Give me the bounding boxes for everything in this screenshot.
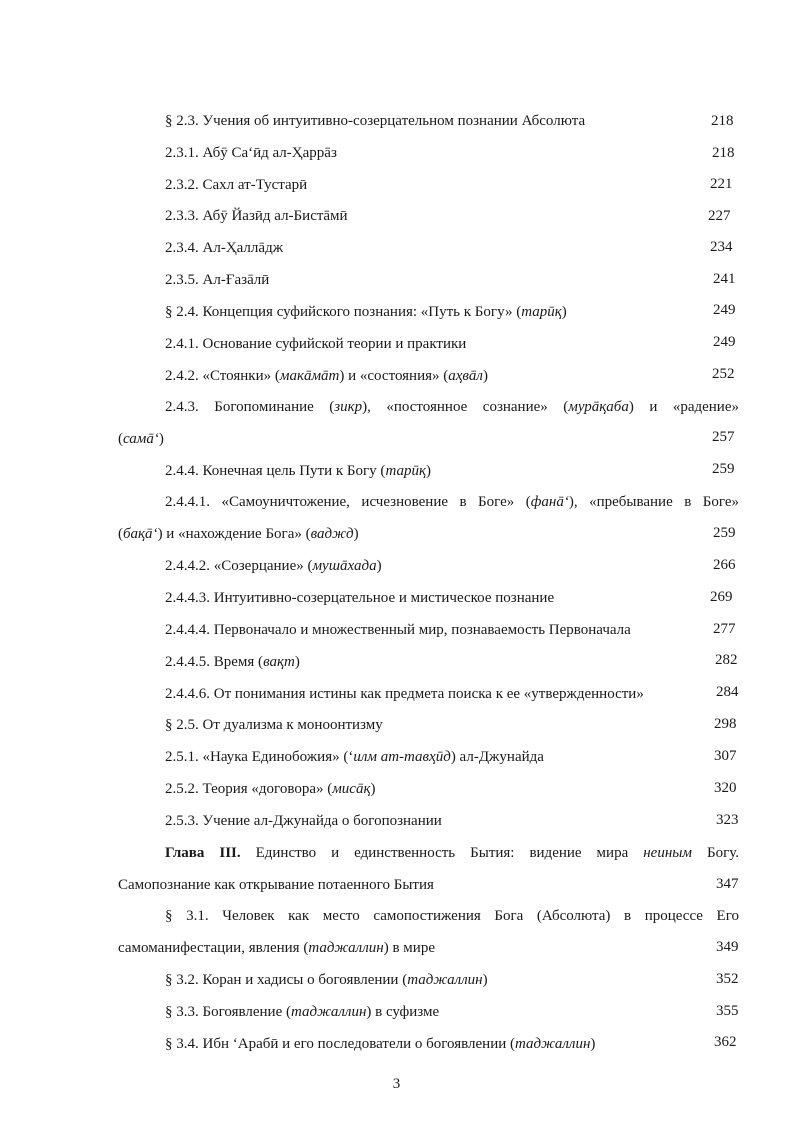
toc-entry-line2 [118, 429, 164, 449]
toc-page-number: 218 [712, 145, 735, 161]
text-segment: ) [158, 431, 164, 447]
toc-page-number: 257 [712, 429, 735, 445]
italic-term: тарӣқ [385, 463, 426, 479]
chapter-label: Глава III. [165, 845, 241, 861]
text-segment: Богу. [692, 845, 739, 861]
text-segment: ) [590, 1036, 596, 1052]
text-segment: ) [294, 654, 300, 670]
italic-term: илм ат-тавҳӣд [353, 749, 451, 765]
toc-page-number: 307 [714, 748, 737, 764]
text-segment: ) в суфизме [366, 1004, 440, 1020]
italic-term: тарӣқ [521, 304, 562, 320]
text-segment: 2.4.4.1. «Самоуничтожение, исчезновение в Боге» ( [165, 494, 531, 510]
text-segment: 2.4.2. «Стоянки» ( [165, 368, 280, 384]
toc-page-number: 259 [713, 525, 736, 541]
text-segment: § 2.4. Концепция суфийского познания: «Путь к Богу» ( [165, 304, 522, 320]
toc-entry-text: § 2.3. Учения об интуитивно-созерцательном познании Абсолюта [165, 113, 586, 129]
text-segment: ) [482, 972, 488, 988]
text-segment: 2.5.1. «Наука Единобожия» (‘ [165, 749, 354, 765]
toc-entry-text [165, 556, 382, 576]
toc-page-number: 218 [711, 113, 734, 129]
toc-entry-line2 [118, 524, 359, 544]
text-segment: ) [425, 463, 431, 479]
italic-term: мурāқаба [568, 399, 629, 415]
toc-page-number: 252 [712, 366, 735, 382]
italic-term: зикр [334, 399, 363, 415]
toc-page-number: 234 [710, 239, 733, 255]
toc-page-number: 282 [715, 652, 738, 668]
italic-term: макāмāт [279, 368, 340, 384]
text-segment: § 3.3. Богоявление ( [165, 1004, 291, 1020]
toc-entry-text [165, 1002, 439, 1022]
toc-entry-text: 2.4.4.3. Интуитивно-созерцательное и мистическое познание [165, 590, 555, 606]
toc-page-number: 227 [708, 208, 731, 224]
italic-term: таджаллин [291, 1004, 367, 1020]
italic-term: таджаллин [407, 972, 483, 988]
toc-page-number: 249 [713, 302, 736, 318]
italic-term: ваджд [310, 526, 354, 542]
toc-entry-text: § 2.5. От дуализма к моноонтизму [165, 717, 383, 733]
toc-entry-text: 2.4.4.4. Первоначало и множественный мир, познаваемость Первоначала [165, 622, 631, 638]
text-segment: ) и «радение» [628, 399, 739, 415]
italic-term: неиным [643, 845, 692, 861]
toc-entry-text [165, 652, 300, 672]
toc-page-number: 284 [716, 684, 739, 700]
toc-page-number: 323 [716, 812, 739, 828]
text-segment: ) [482, 368, 488, 384]
text-segment: ) и «состояния» ( [339, 368, 449, 384]
toc-page-number: 259 [712, 461, 735, 477]
page-number: 3 [392, 1076, 401, 1092]
toc-page-number: 355 [716, 1003, 739, 1019]
toc-entry-text: 2.3.4. Ал-Ҳаллāдж [165, 240, 284, 256]
text-segment: ) в мире [383, 940, 435, 956]
toc-entry-text [165, 747, 544, 767]
toc-entry-text: 2.4.1. Основание суфийской теории и практики [165, 336, 467, 352]
text-segment: ), «пребывание в Боге» [568, 494, 740, 510]
text-segment: Единство и единственность Бытия: видение мира [240, 845, 644, 861]
text-segment: § 3.2. Коран и хадисы о богоявлении ( [165, 972, 408, 988]
text-segment: ) и «нахождение Бога» ( [157, 526, 311, 542]
toc-page-number: 221 [710, 176, 733, 192]
toc-page-number: 298 [714, 716, 737, 732]
toc-page-number: 241 [713, 271, 736, 287]
italic-term: таджаллин [308, 940, 384, 956]
italic-term: аҳвāл [448, 368, 483, 384]
text-segment: ) [561, 304, 567, 320]
toc-entry-text: 2.5.3. Учение ал-Джунайда о богопознании [165, 813, 442, 829]
toc-entry-text: 2.3.5. Ал-Ғазāлӣ [165, 272, 270, 288]
text-segment: ) [376, 558, 382, 574]
toc-entry-text [165, 779, 375, 799]
toc-entry-line1: § 3.1. Человек как место самопостижения Бога (Абсолюта) в процессе Его [165, 908, 739, 924]
toc-page-number: 349 [716, 939, 739, 955]
toc-entry-text: 2.3.2. Сахл ат-Тустарӣ [165, 177, 308, 193]
toc-page-number: 269 [710, 589, 733, 605]
toc-entry-line2 [118, 938, 435, 958]
toc-page-number: 320 [714, 780, 737, 796]
toc-entry-text [165, 302, 567, 322]
toc-entry-line1 [165, 492, 739, 512]
chapter-heading-line1 [165, 843, 739, 863]
toc-page-number: 277 [713, 621, 736, 637]
text-segment: 2.4.4. Конечная цель Пути к Богу ( [165, 463, 386, 479]
toc-page-number: 362 [714, 1034, 737, 1050]
text-segment: 2.5.2. Теория «договора» ( [165, 781, 333, 797]
text-segment: ( [118, 431, 123, 447]
italic-term: вақт [263, 654, 295, 670]
toc-page-number: 266 [713, 557, 736, 573]
toc-entry-text [165, 461, 431, 481]
toc-entry-text [165, 970, 488, 990]
toc-entry-text: 2.4.4.6. От понимания истины как предмета поиска к ее «утвержденности» [165, 686, 644, 702]
text-segment: ) [370, 781, 376, 797]
toc-entry-text [165, 1034, 595, 1054]
toc-entry-line1 [165, 397, 739, 417]
toc-entry-text: 2.3.1. Абӯ Са‘ӣд ал-Ҳаррāз [165, 145, 337, 161]
text-segment: ) ал-Джунайда [450, 749, 544, 765]
text-segment: 2.4.4.2. «Созерцание» ( [165, 558, 313, 574]
text-segment: ( [118, 526, 123, 542]
toc-page-number: 249 [713, 334, 736, 350]
italic-term: фанā‘ [530, 494, 569, 510]
text-segment: 2.4.4.5. Время ( [165, 654, 264, 670]
text-segment: § 3.4. Ибн ‘Арабӣ и его последователи о богоявлении ( [165, 1036, 515, 1052]
toc-entry-text [165, 366, 488, 386]
text-segment: 2.4.3. Богопоминание ( [165, 399, 335, 415]
chapter-heading-line2: Самопознание как открывание потаенного Бытия [118, 877, 434, 893]
toc-page-number: 352 [716, 971, 739, 987]
italic-term: бақā‘ [123, 526, 158, 542]
italic-term: самā‘ [123, 431, 159, 447]
italic-term: мисāқ [332, 781, 371, 797]
toc-entry-text: 2.3.3. Абӯ Йазӣд ал-Бистāмӣ [165, 208, 348, 224]
italic-term: мушāхада [312, 558, 377, 574]
text-segment: самоманифестации, явления ( [118, 940, 309, 956]
text-segment: ) [353, 526, 359, 542]
toc-page-number: 347 [716, 876, 739, 892]
italic-term: таджаллин [515, 1036, 591, 1052]
text-segment: ), «постоянное сознание» ( [362, 399, 569, 415]
